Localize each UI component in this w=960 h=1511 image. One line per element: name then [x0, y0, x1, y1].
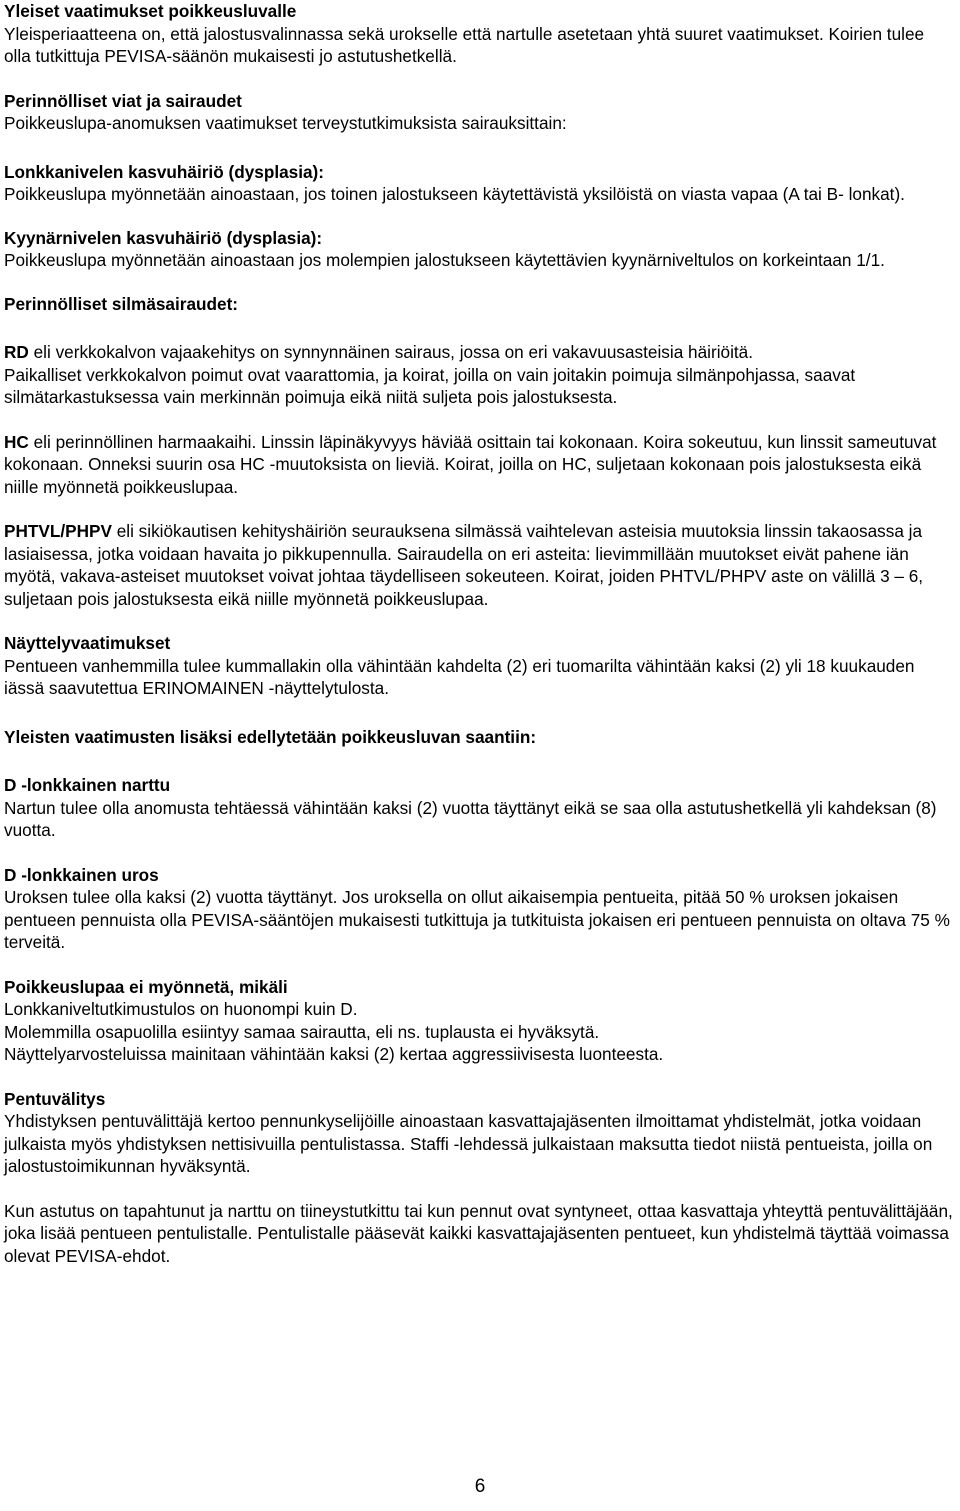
paragraph-hereditary-defects: Poikkeuslupa-anomuksen vaatimukset terveystutkimuksista sairauksittain:	[4, 113, 567, 133]
paragraph-elbow-dysplasia: Poikkeuslupa myönnetään ainoastaan jos molempien jalostukseen käytettävien kyynärniveltulos on korkeintaan 1/1.	[4, 250, 885, 270]
page-number: 6	[474, 1476, 486, 1497]
list-item: Molemmilla osapuolilla esiintyy samaa sairautta, eli ns. tuplausta ei hyväksytä.	[4, 1021, 600, 1042]
paragraph-show-requirements: Pentueen vanhemmilla tulee kummallakin olla vähintään kahdelta (2) eri tuomarilta vähintään kaksi (2) yli 18 kuukauden iässä saavutettua ERINOMAINEN -näyttelytulosta.	[4, 655, 915, 698]
phtvl-text: eli sikiökautisen kehityshäiriön seurauksena silmässä vaihtelevan asteisia muutoksia linssin takaosassa ja lasiaisessa, jotka voidaan havaita jo pikkupennulla. Sairaudella on eri asteita: lievimmillään muutokset eivät pahene iän myötä, vakava-asteiset muutokset voivat johtaa täydelliseen sokeuteen. Koirat, joiden PHTVL/PHPV aste on välillä 3 – 6, suljetaan pois jalostuksesta eikä niille myönnetä poikkeuslupaa.	[4, 521, 924, 609]
paragraph-puppy-list: Kun astutus on tapahtunut ja narttu on tiineystutkittu tai kun pennut ovat syntyneet, ottaa kasvattaja yhteyttä pentuvälittäjään, joka lisää pentueen pentulistalle. Pentulistalle pääsevät kaikki kasvattajajäsenten pentueet, kun yhdistelmä täyttää voimassa olevat PEVISA-ehdot.	[4, 1200, 953, 1266]
section-heading-hereditary-defects: Perinnölliset viat ja sairaudet	[4, 90, 242, 111]
rd-abbreviation: RD	[4, 342, 29, 362]
paragraph-general-requirements: Yleisperiaatteena on, että jalostusvalinnassa sekä urokselle että nartulle asetetaan yhtä suuret vaatimukset. Koirien tulee olla tutkittuja PEVISA-säänön mukaisesti jo astutushetkellä.	[4, 23, 925, 66]
paragraph-hc	[4, 431, 954, 499]
section-heading-hip-dysplasia: Lonkkanivelen kasvuhäiriö (dysplasia):	[4, 161, 324, 182]
section-heading-permit-denied: Poikkeuslupaa ei myönnetä, mikäli	[4, 976, 288, 997]
document-page	[4, 0, 954, 1267]
phtvl-abbreviation: PHTVL/PHPV	[4, 521, 112, 541]
paragraph-d-hip-male: Uroksen tulee olla kaksi (2) vuotta täyttänyt. Jos uroksella on ollut aikaisempia pentueita, pitää 50 % uroksen jokaisen pentueen pennuista olla PEVISA-sääntöjen mukaisesti tutkittuja ja tutkituista jokaisen eri pentueen pennuista on oltava 75 % terveitä.	[4, 887, 950, 952]
paragraph-d-hip-female: Nartun tulee olla anomusta tehtäessä vähintään kaksi (2) vuotta täyttänyt eikä se saa olla astutushetkellä yli kahdeksan (8) vuotta.	[4, 797, 937, 840]
paragraph-rd	[4, 341, 954, 364]
paragraph-hip-dysplasia: Poikkeuslupa myönnetään ainoastaan, jos toinen jalostukseen käytettävistä yksilöistä on viasta vapaa (A tai B- lonkat).	[4, 184, 905, 204]
paragraph-phtvl	[4, 520, 954, 610]
paragraph-puppy-service: Yhdistyksen pentuvälittäjä kertoo pennunkyselijöille ainoastaan kasvattajajäsenten ilmoittamat yhdistelmät, jotka voidaan julkaista myös yhdistyksen nettisivuilla pentulistassa. Staffi -lehdessä julkaistaan maksutta tiedot niistä pentueista, joilla on jalostustoimikunnan hyväksyntä.	[4, 1111, 933, 1176]
list-item: Näyttelyarvosteluissa mainitaan vähintään kaksi (2) kertaa aggressiivisesta luonteesta.	[4, 1044, 664, 1064]
list-item: Lonkkaniveltutkimustulos on huonompi kuin D.	[4, 999, 358, 1019]
rd-text: eli verkkokalvon vajaakehitys on synnynnäinen sairaus, jossa on eri vakavuusasteisia häiriöitä.	[28, 342, 754, 362]
paragraph-rd-folds: Paikalliset verkkokalvon poimut ovat vaarattomia, ja koirat, joilla on vain joitakin poimuja silmänpohjassa, saavat silmätarkastuksessa vain merkinnän poimuja eikä niitä suljeta pois jalostuksesta.	[4, 364, 856, 407]
section-heading-general-requirements: Yleiset vaatimukset poikkeusluvalle	[4, 1, 297, 21]
section-heading-show-requirements: Näyttelyvaatimukset	[4, 633, 171, 653]
section-heading-eye-diseases: Perinnölliset silmäsairaudet:	[4, 293, 239, 314]
section-heading-puppy-service: Pentuvälitys	[4, 1088, 106, 1109]
section-heading-additional-requirements: Yleisten vaatimusten lisäksi edellytetään poikkeusluvan saantiin:	[4, 726, 537, 747]
section-heading-d-hip-male: D -lonkkainen uros	[4, 864, 159, 885]
section-heading-elbow-dysplasia: Kyynärnivelen kasvuhäiriö (dysplasia):	[4, 227, 323, 248]
hc-abbreviation: HC	[4, 431, 29, 452]
section-heading-d-hip-female: D -lonkkainen narttu	[4, 775, 171, 795]
hc-text: eli perinnöllinen harmaakaihi. Linssin läpinäkyvyys häviää osittain tai kokonaan. Koira sokeutuu, kun linssit sameutuvat kokonaan. Onneksi suurin osa HC -muutoksista on lieviä. Koirat, joilla on HC, suljetaan kokonaan pois jalostuksesta eikä niille myönnetä poikkeuslupaa.	[4, 431, 937, 497]
